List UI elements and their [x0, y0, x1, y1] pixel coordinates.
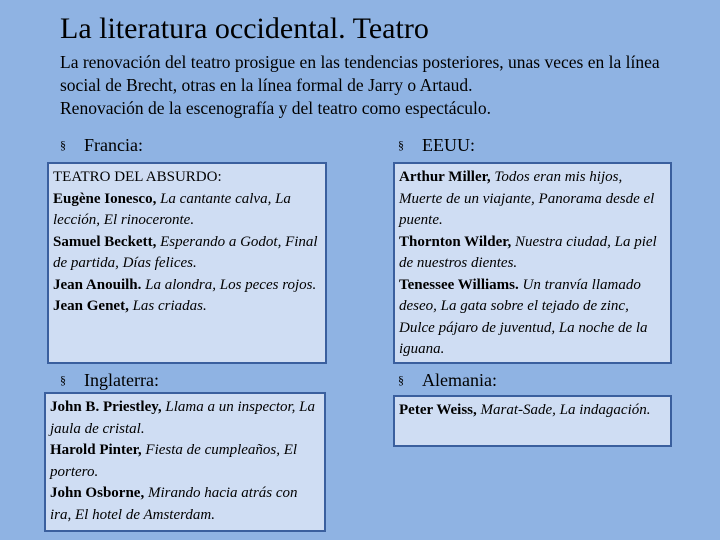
author-entry	[53, 275, 321, 297]
works-list: Fiesta de cumpleaños, El portero.	[50, 442, 298, 480]
bullet-icon: §	[398, 138, 404, 152]
author-entry	[53, 232, 321, 275]
author-name: Jean Genet,	[53, 298, 129, 314]
section-heading-label: Inglaterra:	[84, 370, 159, 390]
section-heading-label: EEUU:	[422, 135, 475, 155]
bullet-icon: §	[60, 373, 66, 387]
author-name: Arthur Miller,	[399, 169, 491, 185]
section-heading-francia	[60, 134, 143, 156]
author-name: John B. Priestley,	[50, 399, 162, 415]
author-name: John Osborne,	[50, 485, 145, 501]
author-entry	[50, 397, 320, 440]
section-box-alemania	[393, 395, 672, 447]
bullet-icon: §	[398, 373, 404, 387]
section-box-inglaterra	[44, 392, 326, 532]
author-name: Eugène Ionesco,	[53, 190, 157, 207]
author-name: Peter Weiss,	[399, 402, 477, 418]
works-list: Mirando hacia atrás con ira, El hotel de Amsterdam.	[50, 485, 298, 523]
works-list: Las criadas.	[128, 298, 207, 314]
author-name: Harold Pinter,	[50, 442, 142, 458]
author-name: Jean Anouilh.	[53, 276, 142, 293]
author-entry	[50, 483, 320, 526]
section-box-eeuu	[393, 162, 672, 364]
author-name: Samuel Beckett,	[53, 233, 157, 250]
author-entry	[53, 189, 321, 232]
works-list: Todos eran mis hijos, Muerte de un viajante, Panorama desde el puente.	[399, 169, 655, 228]
author-name: Tenessee Williams.	[399, 276, 519, 293]
works-list: Llama a un inspector, La jaula de cristal.	[50, 399, 316, 437]
intro-paragraph: La renovación del teatro prosigue en las tendencias posteriores, unas veces en la línea social de Brecht, otras en la línea formal de Jarry o Artaud.	[60, 52, 660, 95]
section-heading-label: Francia:	[84, 135, 143, 155]
works-list: Esperando a Godot, Final de partida, Días felices.	[53, 233, 318, 271]
bullet-icon: §	[60, 138, 66, 152]
works-list: Nuestra ciudad, La piel de nuestros dientes.	[399, 233, 657, 271]
author-entry	[399, 400, 666, 422]
works-list: La alondra, Los peces rojos.	[141, 276, 317, 293]
author-entry	[53, 296, 321, 318]
works-list: Marat-Sade, La indagación.	[476, 402, 651, 418]
intro-text	[60, 51, 680, 120]
author-entry	[399, 275, 666, 361]
author-entry	[399, 167, 666, 232]
works-list: La cantante calva, La lección, El rinoceronte.	[53, 190, 291, 228]
section-heading-eeuu	[398, 134, 475, 156]
intro-paragraph: Renovación de la escenografía y del teatro como espectáculo.	[60, 98, 491, 118]
section-heading-label: Alemania:	[422, 370, 497, 390]
author-entry	[399, 232, 666, 275]
slide-title: La literatura occidental. Teatro	[60, 12, 429, 45]
section-label: TEATRO DEL ABSURDO:	[53, 169, 222, 185]
author-name: Thornton Wilder,	[399, 233, 512, 250]
section-heading-alemania	[398, 369, 497, 391]
section-heading-inglaterra	[60, 369, 159, 391]
section-box-francia	[47, 162, 327, 364]
author-entry	[50, 440, 320, 483]
works-list: Un tranvía llamado deseo, La gata sobre el tejado de zinc, Dulce pájaro de juventud, La noche de la iguana.	[399, 276, 648, 357]
